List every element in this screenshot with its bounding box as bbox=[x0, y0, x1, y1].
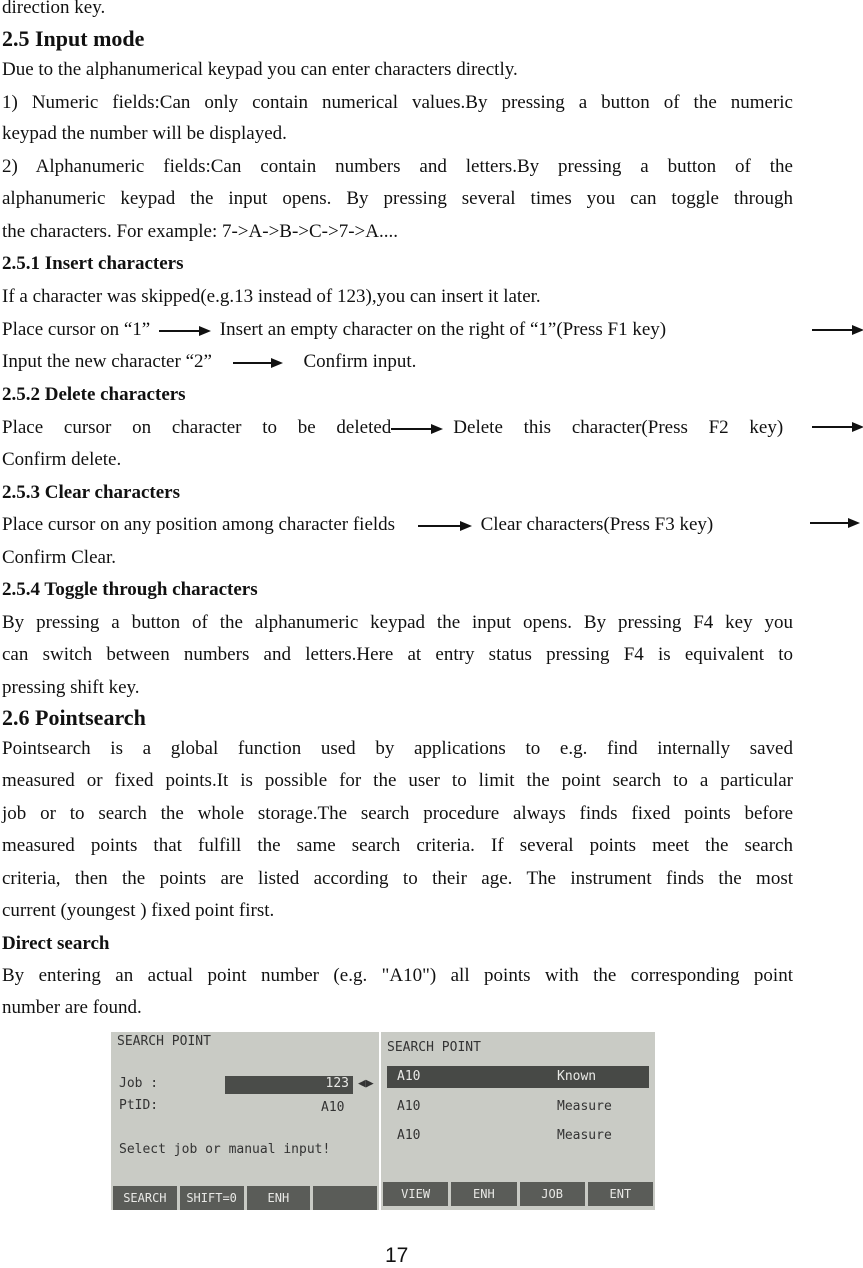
paragraph-line: number are found. bbox=[2, 997, 142, 1018]
paragraph-line: measured points that fulfill the same search criteria. If several points meet the search bbox=[2, 835, 793, 856]
paragraph-line: job or to search the whole storage.The search procedure always finds fixed points before bbox=[2, 803, 793, 824]
screen-title: SEARCH POINT bbox=[117, 1034, 211, 1049]
section-heading: 2.6 Pointsearch bbox=[2, 705, 146, 730]
arrow-icon bbox=[159, 326, 211, 336]
paragraph-line: the characters. For example: 7->A->B->C->7->A.... bbox=[2, 221, 398, 242]
result-type: Measure bbox=[557, 1099, 612, 1114]
softkey-search[interactable]: SEARCH bbox=[113, 1186, 177, 1210]
subsection-heading: 2.5.1 Insert characters bbox=[2, 253, 184, 274]
subsection-heading: Direct search bbox=[2, 933, 110, 954]
step-text: Delete this character(Press F2 key) bbox=[453, 417, 784, 438]
step-line bbox=[2, 513, 713, 537]
step-line bbox=[2, 350, 416, 374]
step-text: Input the new character “2” bbox=[2, 351, 212, 372]
step-text: Place cursor on character to be deleted bbox=[2, 417, 392, 438]
paragraph-line: Due to the alphanumerical keypad you can enter characters directly. bbox=[2, 59, 518, 80]
paragraph-line: current (youngest ) fixed point first. bbox=[2, 900, 275, 921]
result-id[interactable]: A10 bbox=[397, 1128, 421, 1143]
softkey-view[interactable]: VIEW bbox=[383, 1182, 448, 1206]
paragraph-line: pressing shift key. bbox=[2, 677, 140, 698]
paragraph-line: alphanumeric keypad the input opens. By pressing several times you can toggle through bbox=[2, 188, 793, 209]
job-label: Job : bbox=[119, 1076, 159, 1091]
arrow-icon bbox=[810, 518, 860, 528]
paragraph-line: By entering an actual point number (e.g. "A10") all points with the corresponding point bbox=[2, 965, 793, 986]
left-right-arrows-icon: ◀▶ bbox=[358, 1076, 374, 1091]
screen-prompt: Select job or manual input! bbox=[119, 1142, 331, 1157]
result-type: Known bbox=[557, 1069, 597, 1084]
result-row[interactable] bbox=[387, 1066, 649, 1088]
screen-title: SEARCH POINT bbox=[387, 1040, 481, 1055]
step-text: Insert an empty character on the right of “1”(Press F1 key) bbox=[219, 319, 667, 340]
paragraph-line: criteria, then the points are listed according to their age. The instrument finds the most bbox=[2, 868, 793, 889]
paragraph-line: can switch between numbers and letters.Here at entry status pressing F4 is equivalent to bbox=[2, 644, 793, 665]
step-text: Clear characters(Press F3 key) bbox=[480, 514, 714, 535]
softkey-empty[interactable] bbox=[313, 1186, 377, 1210]
paragraph-line: 2) Alphanumeric fields:Can contain numbers and letters.By pressing a button of the bbox=[2, 156, 793, 177]
section-heading: 2.5 Input mode bbox=[2, 26, 145, 51]
softkey-job[interactable]: JOB bbox=[520, 1182, 585, 1206]
result-id: A10 bbox=[397, 1069, 421, 1084]
paragraph-line: measured or fixed points.It is possible for the user to limit the point search to a particular bbox=[2, 770, 793, 791]
step-text: Place cursor on “1” bbox=[2, 319, 151, 340]
arrow-icon bbox=[418, 521, 472, 531]
paragraph-line: By pressing a button of the alphanumeric keypad the input opens. By pressing F4 key you bbox=[2, 612, 793, 633]
ptid-field[interactable]: A10 bbox=[321, 1100, 345, 1115]
softkey-bar bbox=[111, 1186, 379, 1210]
softkey-bar bbox=[381, 1182, 655, 1206]
subsection-heading: 2.5.3 Clear characters bbox=[2, 482, 180, 503]
softkey-ent[interactable]: ENT bbox=[588, 1182, 653, 1206]
arrow-icon bbox=[233, 358, 283, 368]
paragraph-line: Confirm Clear. bbox=[2, 547, 116, 568]
paragraph-line: keypad the number will be displayed. bbox=[2, 123, 287, 144]
job-field[interactable]: 123 bbox=[225, 1076, 353, 1094]
step-text: Confirm input. bbox=[303, 351, 417, 372]
result-id[interactable]: A10 bbox=[397, 1099, 421, 1114]
page-number: 17 bbox=[385, 1244, 409, 1267]
text-line: direction key. bbox=[2, 0, 106, 18]
softkey-enh[interactable]: ENH bbox=[247, 1186, 311, 1210]
device-screen-search-point bbox=[111, 1032, 379, 1210]
softkey-enh[interactable]: ENH bbox=[451, 1182, 516, 1206]
paragraph-line: If a character was skipped(e.g.13 instead of 123),you can insert it later. bbox=[2, 286, 541, 307]
arrow-icon bbox=[812, 422, 863, 432]
arrow-icon bbox=[812, 325, 863, 335]
result-type: Measure bbox=[557, 1128, 612, 1143]
step-text: Place cursor on any position among character fields bbox=[2, 514, 396, 535]
step-line bbox=[2, 416, 783, 440]
paragraph-line: 1) Numeric fields:Can only contain numerical values.By pressing a button of the numeric bbox=[2, 92, 793, 113]
step-line bbox=[2, 318, 666, 342]
device-screen-search-results bbox=[381, 1032, 655, 1210]
arrow-icon bbox=[391, 424, 443, 434]
ptid-label: PtID: bbox=[119, 1098, 159, 1113]
paragraph-line: Pointsearch is a global function used by applications to e.g. find internally saved bbox=[2, 738, 793, 759]
subsection-heading: 2.5.2 Delete characters bbox=[2, 384, 186, 405]
subsection-heading: 2.5.4 Toggle through characters bbox=[2, 579, 258, 600]
softkey-shift[interactable]: SHIFT=0 bbox=[180, 1186, 244, 1210]
paragraph-line: Confirm delete. bbox=[2, 449, 122, 470]
